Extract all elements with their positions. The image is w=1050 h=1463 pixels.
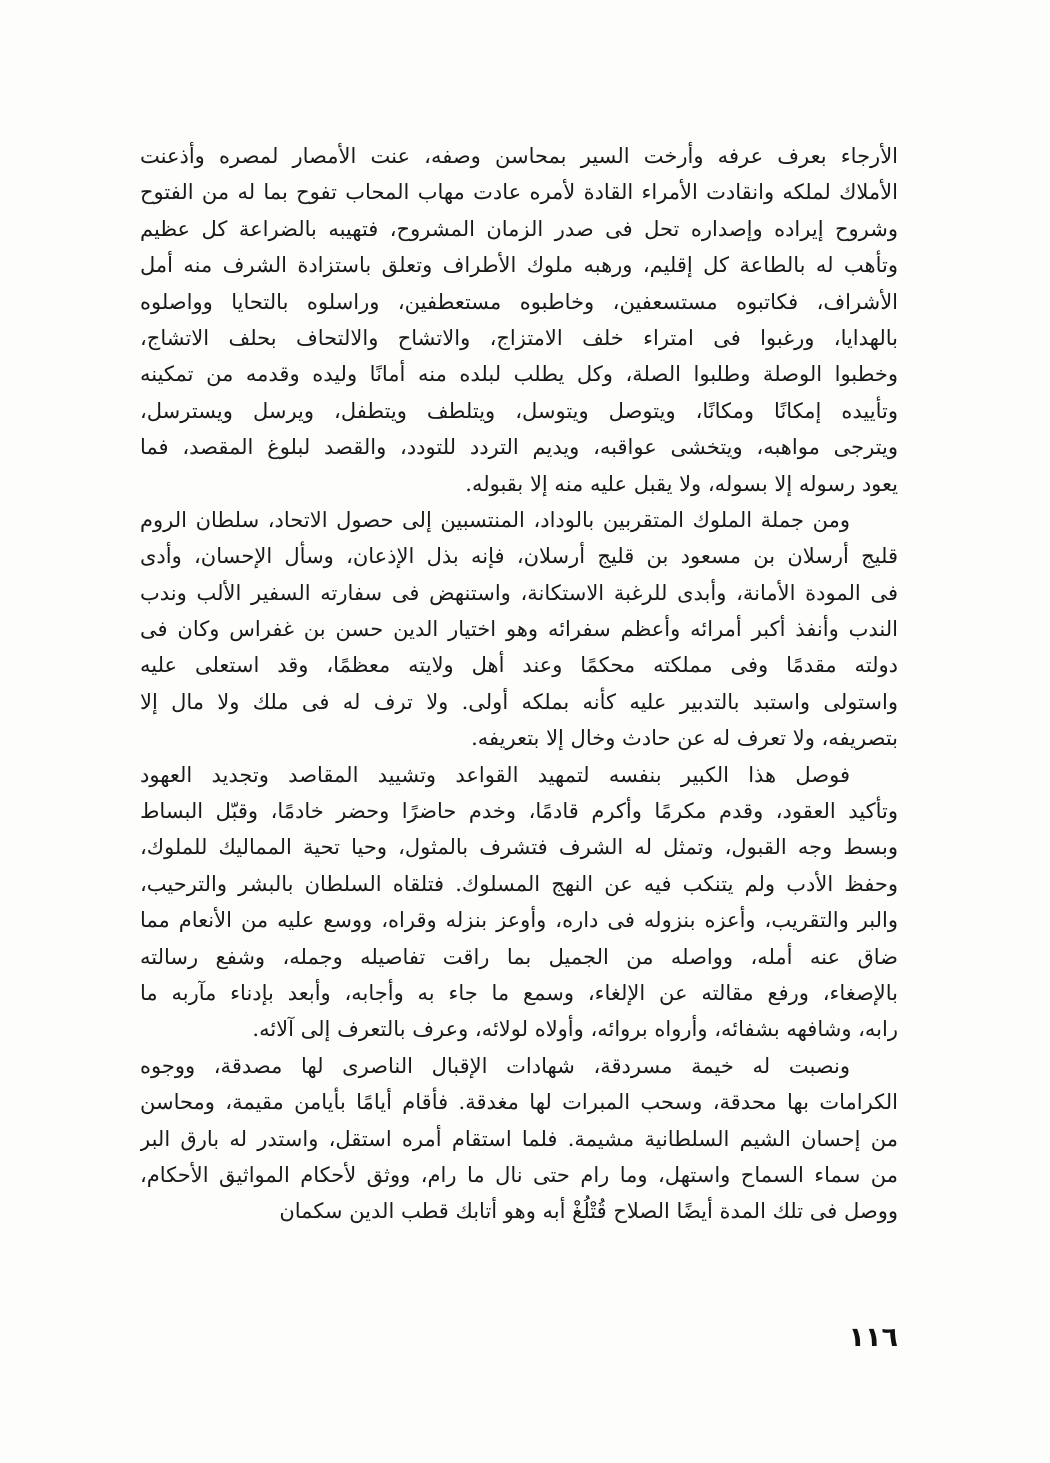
text-line: الأملاك لملكه وانقادت الأمراء القادة لأمره عادت مهاب المحاب تفوح بما له من الفتوح (140, 180, 898, 205)
text-line: فى المودة الأمانة، وأبدى للرغبة الاستكانة، واستنهض فى سفارته السفير الألب وندب (140, 580, 898, 605)
text-line: وتأهب له بالطاعة كل إقليم، ورهبه ملوك الأطراف وتعلق باستزادة الشرف منه أمل (140, 253, 898, 278)
text-line: قليج أرسلان بن مسعود بن قليج أرسلان، فإنه بذل الإذعان، وسأل الإحسان، وأدى (140, 544, 898, 569)
paragraph (140, 138, 898, 502)
text-line: ويترجى مواهبه، ويتخشى عواقبه، ويديم التردد للتودد، والقصد لبلوغ المقصد، فما (140, 435, 898, 460)
text-line: الكرامات بها محدقة، وسحب المبرات لها مغدقة. فأقام أيامًا بأيامن مقيمة، ومحاسن (140, 1090, 898, 1115)
text-line: ضاق عنه أمله، وواصله من الجميل بما راقت تفاصيله وجمله، وشفع رسالته (140, 944, 898, 969)
text-line: وتأكيد العقود، وقدم مكرمًا وأكرم قادمًا، وخدم حاضرًا وحضر خادمًا، وقبّل البساط (140, 799, 898, 824)
text-line: دولته مقدمًا وفى مملكته محكمًا وعند أهل ولايته معظمًا، وقد استعلى عليه (140, 653, 898, 678)
text-line: يعود رسوله إلا بسوله، ولا يقبل عليه منه إلا بقبوله. (465, 471, 898, 496)
text-line: بتصريفه، ولا تعرف له عن حادث وخال إلا بتعريفه. (471, 726, 898, 751)
text-line: ونصبت له خيمة مسردقة، شهادات الإقبال الناصرى لها مصدقة، ووجوه (140, 1053, 850, 1078)
text-line: وتأييده إمكانًا ومكانًا، ويتوصل ويتوسل، ويتلطف ويتطفل، ويرسل ويسترسل، (140, 398, 898, 423)
text-line: وشروح إيراده وإصداره تحل فى صدر الزمان المشروح، فتهيبه بالضراعة كل عظيم (140, 216, 898, 241)
paragraph (140, 1048, 898, 1230)
body-text (140, 138, 898, 1230)
text-line: رابه، وشافهه بشفائه، وأرواه بروائه، وأولاه لولائه، وعرف بالتعرف إلى آلائه. (252, 1017, 898, 1042)
text-line: ومن جملة الملوك المتقربين بالوداد، المنتسبين إلى حصول الاتحاد، سلطان الروم (140, 507, 850, 532)
text-line: بالهدايا، ورغبوا فى امتراء خلف الامتزاج، والاتشاح والالتحاف بحلف الاتشاج، (140, 325, 898, 350)
text-line: ووصل فى تلك المدة أيضًا الصلاح قُتْلُغْ أبه وهو أتابك قطب الدين سكمان (279, 1199, 898, 1224)
text-line: الأشراف، فكاتبوه مستسعفين، وخاطبوه مستعطفين، وراسلوه بالتحايا وواصلوه (140, 289, 898, 314)
text-line: من سماء السماح واستهل، وما رام حتى نال ما رام، ووثق لأحكام المواثيق الأحكام، (140, 1162, 898, 1187)
text-line: وبسط وجه القبول، وتمثل له الشرف فتشرف بالمثول، وحيا تحية المماليك للملوك، (140, 835, 898, 860)
text-line: بالإصغاء، ورفع مقالته عن الإلغاء، وسمع ما جاء به وأجابه، وأبعد بإدناء مآربه ما (140, 980, 898, 1005)
text-line: الأرجاء بعرف عرفه وأرخت السير بمحاسن وصفه، عنت الأمصار لمصره وأذعنت (140, 144, 898, 168)
text-line: الندب وأنفذ أكبر أمرائه وأعظم سفرائه وهو اختيار الدين حسن بن غفراس وكان فى (140, 617, 898, 642)
page-number: ١١٦ (848, 1322, 898, 1353)
text-line: والبر والتقريب، وأعزه بنزوله فى داره، وأوعز بنزله وقراه، ووسع عليه من الأنعام مما (140, 908, 898, 933)
text-line: واستولى واستبد بالتدبير عليه كأنه بملكه أولى. ولا ترف له فى ملك ولا مال إلا (140, 689, 898, 714)
text-line: فوصل هذا الكبير بنفسه لتمهيد القواعد وتشييد المقاصد وتجديد العهود (140, 762, 850, 787)
text-line: وخطبوا الوصلة وطلبوا الصلة، وكل يطلب لبلده منه أمانًا وليده وقدمه من تمكينه (140, 362, 898, 387)
text-line: وحفظ الأدب ولم يتنكب فيه عن النهج المسلوك. فتلقاه السلطان بالبشر والترحيب، (140, 871, 898, 896)
paragraph (140, 502, 898, 757)
paragraph (140, 757, 898, 1048)
text-line: من إحسان الشيم السلطانية مشيمة. فلما استقام أمره استقل، واستدر له بارق البر (140, 1126, 898, 1151)
